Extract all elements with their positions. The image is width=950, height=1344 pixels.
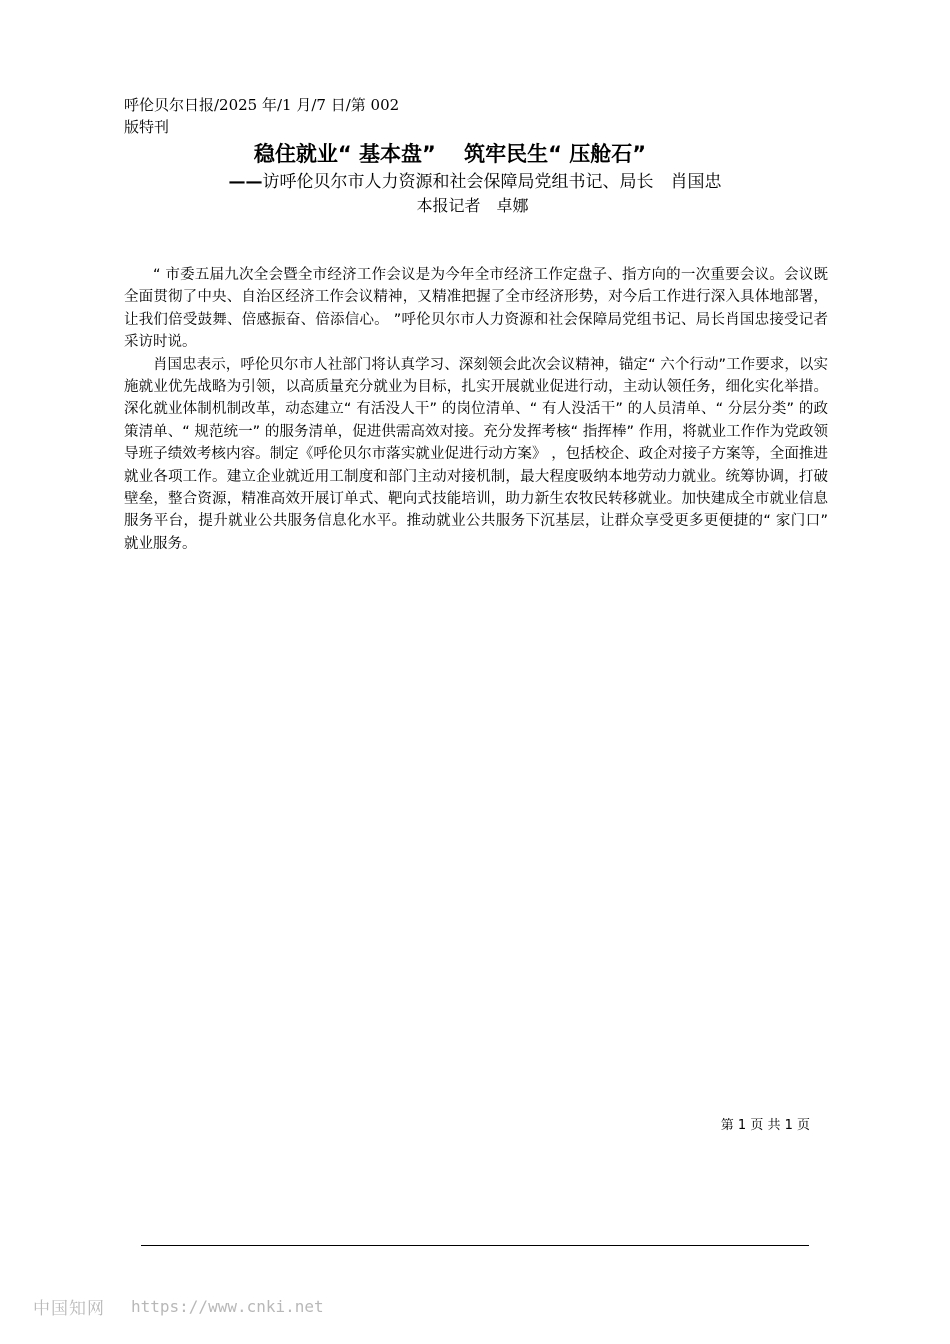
- article-paragraph-2: 肖国忠表示，呼伦贝尔市人社部门将认真学习、深刻领会此次会议精神，锚定“ 六个行动”工作要求，以实施就业优先战略为引领，以高质量充分就业为目标，扎实开展就业促进行动，主动认领任务，细化实化举措。深化就业体制机制改革，动态建立“ 有活没人干” 的岗位清单、“ 有人没活干” 的人员清单、“ 分层分类” 的政策清单、“ 规范统一” 的服务清单，促进供需高效对接。充分发挥考核“ 指挥棒” 作用，将就业工作作为党政领导班子绩效考核内容。制定《呼伦贝尔市落实就业促进行动方案》 ，包括校企、政企对接子方案等，全面推进就业各项工作。建立企业就近用工制度和部门主动对接机制，最大程度吸纳本地劳动力就业。统筹协调，打破壁垒，整合资源，精准高效开展订单式、靶向式技能培训，助力新生农牧民转移就业。加快建成全市就业信息服务平台，提升就业公共服务信息化水平。推动就业公共服务下沉基层，让群众享受更多更便捷的“ 家门口” 就业服务。: [124, 356, 828, 552]
- source-citation-line2: 版特刊: [124, 118, 170, 136]
- subtitle-text: 访呼伦贝尔市人力资源和社会保障局党组书记、局长 肖国忠: [262, 172, 722, 192]
- article-body: [124, 264, 828, 555]
- cnki-watermark: [33, 1294, 324, 1318]
- subtitle-dash: ——: [228, 172, 263, 192]
- article-paragraph-1: “ 市委五届九次全会暨全市经济工作会议是为今年全市经济工作定盘子、指方向的一次重要会议。会议既全面贯彻了中央、自治区经济工作会议精神，又精准把握了全市经济形势，对今后工作进行深入具体地部署，让我们倍受鼓舞、倍感振奋、倍添信心。 ”呼伦贝尔市人力资源和社会保障局党组书记、局长肖国忠接受记者采访时说。: [124, 267, 828, 351]
- article-byline: 本报记者 卓娜: [416, 196, 529, 215]
- page-number: 第 1 页 共 1 页: [720, 1118, 810, 1133]
- source-citation: [124, 94, 424, 138]
- watermark-url: https://www.cnki.net: [131, 1296, 324, 1316]
- watermark-brand: 中国知网: [33, 1298, 105, 1319]
- article-headline: 稳住就业“ 基本盘” 筑牢民生“ 压舱石”: [253, 142, 647, 166]
- source-citation-line1: 呼伦贝尔日报/2025 年/1 月/7 日/第 002: [124, 96, 400, 114]
- footer-divider: [141, 1245, 809, 1246]
- article-subtitle: [0, 170, 950, 194]
